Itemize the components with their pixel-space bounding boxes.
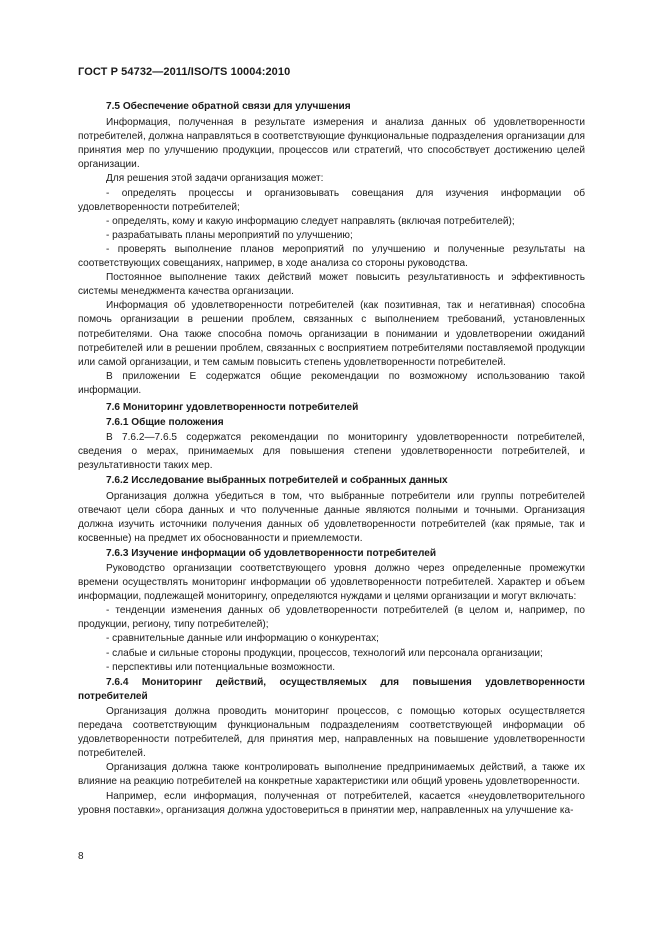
paragraph: Например, если информация, полученная от потребителей, касается «неудовлетворительного уровня поставки», организация должна удостовериться в принятии мер, направленных на улучшение ка- — [78, 790, 585, 816]
list-item: - слабые и сильные стороны продукции, процессов, технологий или персонала организации; — [106, 647, 543, 659]
list-item: - сравнительные данные или информацию о конкурентах; — [106, 633, 379, 645]
paragraph: Постоянное выполнение таких действий может повысить результативность и эффективность системы менеджмента качества организации. — [78, 272, 585, 298]
paragraph: Информация об удовлетворенности потребителей (как позитивная, так и негативная) способна помочь организации в решении проблем, связанных с выполнением требований, установленных потребителями. Она также способна помочь организации в понимании и удовлетворении ожиданий потребителей или в решении проблем, связанных с восприятием потребителями поставляемой продукции или самой организации, и тем самым повысить степень удовлетворенности потребителей. — [78, 300, 585, 368]
paragraph: Организация должна проводить мониторинг процессов, с помощью которых осуществляется передача соответствующим функциональным подразделениям соответствующей информации об удовлетворенности потребителей, для принятия мер, направленных на повышение удовлетворенности потребителей. — [78, 705, 585, 760]
paragraph: Организация должна также контролировать выполнение предпринимаемых действий, а также их влияние на реакцию потребителей на конкретные характеристики или общий уровень удовлетворенности. — [78, 762, 585, 788]
list-item: - тенденции изменения данных об удовлетворенности потребителей (в целом и, например, по продукции, региону, типу потребителей); — [78, 605, 585, 631]
list-item: - проверять выполнение планов мероприятий по улучшению и полученные результаты на соответствующих совещаниях, например, в ходе анализа со стороны руководства. — [78, 243, 585, 270]
paragraph: В приложении Е содержатся общие рекомендации по возможному использованию такой информации. — [78, 370, 585, 396]
list-item: - определять, кому и какую информацию следует направлять (включая потребителей); — [106, 215, 515, 227]
subsection-heading-7-6-4: 7.6.4 Мониторинг действий, осуществляемых для повышения удовлетворенности потребителей — [78, 676, 585, 702]
paragraph: Для решения этой задачи организация может: — [106, 173, 324, 185]
section-heading-7-6: 7.6 Мониторинг удовлетворенности потребителей — [106, 401, 359, 413]
subsection-heading-7-6-2: 7.6.2 Исследование выбранных потребителей и собранных данных — [106, 475, 448, 487]
subsection-heading-7-6-1: 7.6.1 Общие положения — [106, 417, 224, 429]
paragraph: Организация должна убедиться в том, что выбранные потребители или группы потребителей отвечают цели сбора данных и что полученные данные являются полными и точными. Организация должна изучить источники получения данных об удовлетворенности потребителей (как прямые, так и косвенные) на предмет их обоснованности и приемлемости. — [78, 490, 585, 544]
document-body — [78, 99, 585, 818]
subsection-heading-7-6-3: 7.6.3 Изучение информации об удовлетворенности потребителей — [106, 547, 437, 559]
list-item: - определять процессы и организовывать совещания для изучения информации об удовлетворенности потребителей; — [78, 187, 585, 213]
list-item: - разрабатывать планы мероприятий по улучшению; — [106, 229, 353, 241]
page-number: 8 — [78, 851, 84, 862]
paragraph: Информация, полученная в результате измерения и анализа данных об удовлетворенности потребителей, должна направляться в соответствующие функциональные подразделения организации для принятия мер по улучшению продукции, процессов или стратегий, что способствует достижению целей организации. — [78, 117, 585, 171]
document-header: ГОСТ Р 54732—2011/ISO/TS 10004:2010 — [78, 66, 291, 78]
paragraph: Руководство организации соответствующего уровня должно через определенные промежутки времени осуществлять мониторинг информации об удовлетворенности потребителей. Характер и объем информации, подлежащей мониторингу, определяются нуждами и целями организации и могут включать: — [78, 563, 585, 603]
section-heading-7-5: 7.5 Обеспечение обратной связи для улучшения — [106, 101, 351, 112]
paragraph: В 7.6.2—7.6.5 содержатся рекомендации по мониторингу удовлетворенности потребителей, сведения о мерах, принимаемых для повышения степени удовлетворенности потребителей, и результативности таких мер. — [78, 432, 585, 472]
list-item: - перспективы или потенциальные возможности. — [106, 661, 336, 673]
